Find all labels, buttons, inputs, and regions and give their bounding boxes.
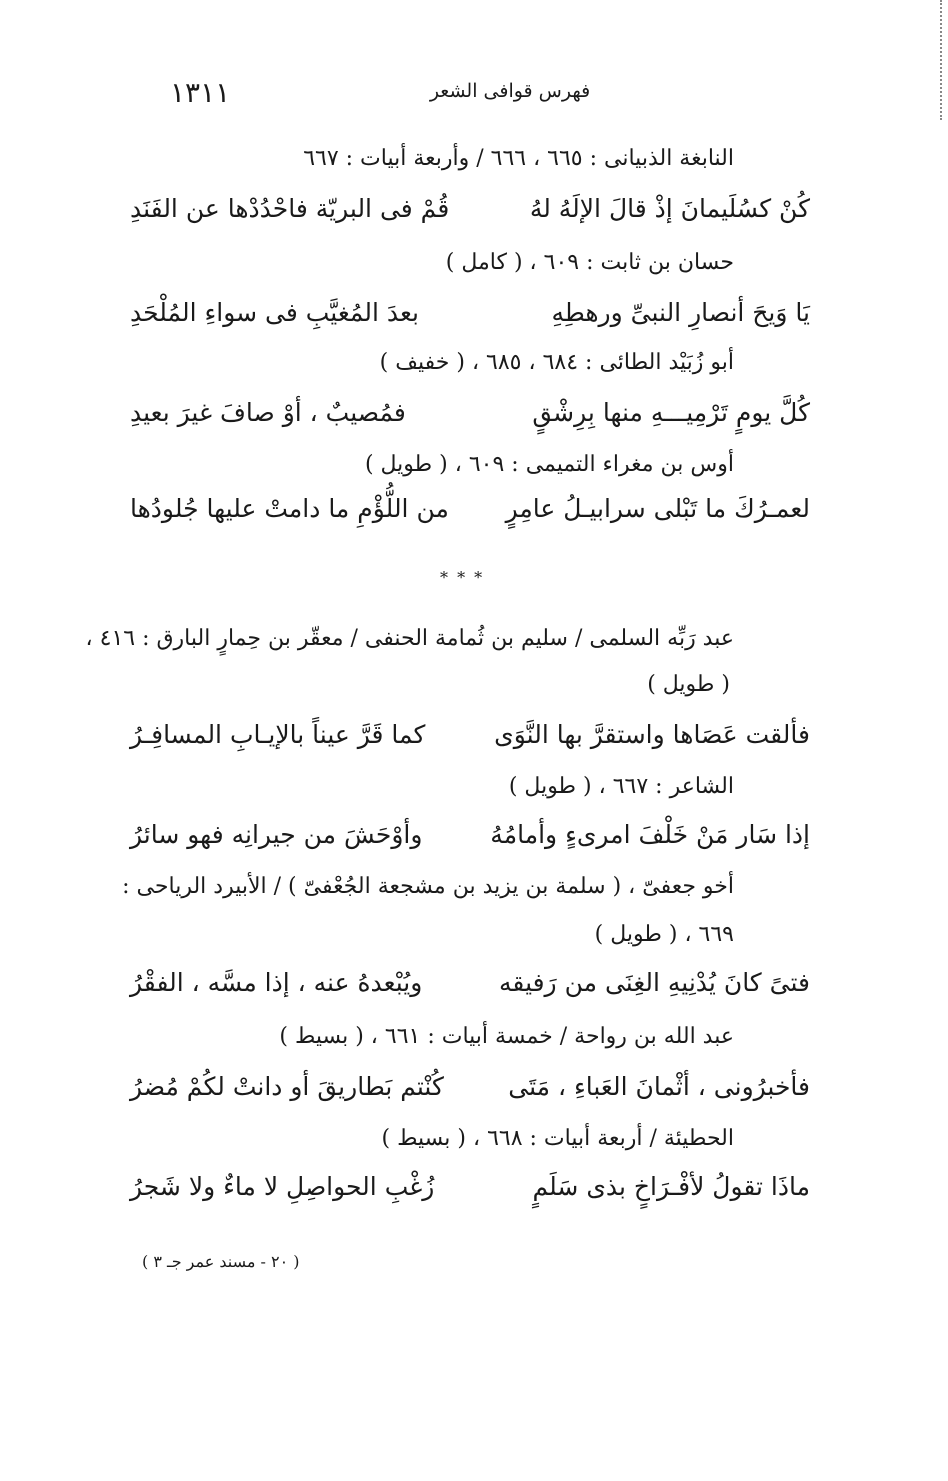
verse-second-hemistich: فمُصيبٌ ، أوْ صافَ غيرَ بعيدِ (130, 398, 406, 427)
verse-second-hemistich: بعدَ المُغيَّبِ فى سواءِ المُلْحَدِ (130, 298, 420, 327)
verse-first-hemistich: كُنْ كسُلَيمانَ إذْ قالَ الإلَهُ لهُ (529, 194, 810, 223)
verse-line (130, 398, 810, 427)
verse-first-hemistich: لعمـرُكَ ما تَبْلى سرابيـلُ عامِرٍ (505, 494, 810, 523)
running-title: فهرس قوافى الشعر (429, 80, 591, 102)
verse-line (130, 820, 810, 849)
verse-line (130, 968, 810, 997)
attribution-line: عبد الله بن رواحة / خمسة أبيات : ٦٦١ ، ( بسيط ) (279, 1024, 734, 1049)
page-header (150, 72, 810, 112)
verse-second-hemistich: ويُبْعدهُ عنه ، إذا مسَّه ، الفقْرُ (130, 968, 423, 997)
attribution-line: عبد رَبِّه السلمى / سليم بن ثُمامة الحنفى / معقّر بن حِمارٍ البارق : ٤١٦ ، (85, 626, 734, 651)
verse-second-hemistich: وأوْحَشَ من جيرانِه فهو سائرُ (130, 820, 423, 849)
verse-second-hemistich: زُغْبِ الحواصِلِ لا ماءٌ ولا شَجرُ (130, 1172, 435, 1201)
attribution-line: الشاعر : ٦٦٧ ، ( طويل ) (508, 774, 734, 799)
verse-first-hemistich: فتىً كانَ يُدْنِيهِ الغِنَى من رَفيقه (499, 968, 810, 997)
attribution-line: أبو زُبَيْد الطائى : ٦٨٤ ، ٦٨٥ ، ( خفيف ) (379, 350, 734, 375)
verse-line (130, 720, 810, 749)
verse-line (130, 494, 810, 523)
verse-line (130, 298, 810, 327)
verse-second-hemistich: كُنْتم بَطاريقَ أو دانتْ لكُمْ مُضرُ (130, 1072, 444, 1101)
verse-second-hemistich: من اللُّؤْمِ ما دامتْ عليها جُلودُها (130, 494, 449, 523)
verse-first-hemistich: إذا سَار مَنْ خَلْفَ امرىءٍ وأمامُهُ (490, 820, 810, 849)
footer-signature: ( ٢٠ - مسند عمر جـ ٣ ) (142, 1252, 300, 1271)
attribution-line: حسان بن ثابت : ٦٠٩ ، ( كامل ) (445, 250, 734, 275)
verse-line (130, 194, 810, 223)
section-separator: * * * (440, 568, 485, 587)
page-number: ١٣١١ (170, 76, 231, 109)
attribution-line: الحطيئة / أربعة أبيات : ٦٦٨ ، ( بسيط ) (381, 1126, 734, 1151)
verse-first-hemistich: كُلَّ يومٍ تَرْمِيـــهِ منها بِرِشْقٍ (532, 398, 810, 427)
verse-first-hemistich: فألقت عَصَاها واستقرَّ بها النَّوَى (494, 720, 810, 749)
verse-first-hemistich: يَا وَيحَ أنصارِ النبىِّ ورهطِهِ (551, 298, 810, 327)
verse-second-hemistich: قُمْ فى البريّة فاحْدُدْها عن الفَنَدِ (130, 194, 450, 223)
verse-first-hemistich: فأخبرُونى ، أثْمانَ العَباءِ ، مَتَى (508, 1072, 810, 1101)
attribution-line: ( طويل ) (647, 672, 730, 697)
attribution-line: أخو جعفىّ ، ( سلمة بن يزيد بن مشجعة الجُعْفىّ ) / الأبيرد الرياحى : (122, 874, 734, 899)
attribution-line: النابغة الذبيانى : ٦٦٥ ، ٦٦٦ / وأربعة أبيات : ٦٦٧ (303, 146, 734, 171)
verse-line (130, 1072, 810, 1101)
attribution-line: أوس بن مغراء التميمى : ٦٠٩ ، ( طويل ) (364, 452, 734, 477)
verse-first-hemistich: ماذَا تقولُ لأفْـرَاخٍ بذى سَلَمٍ (532, 1172, 810, 1201)
verse-second-hemistich: كما قَرَّ عيناً بالإيـابِ المسافِـرُ (130, 720, 426, 749)
attribution-line: ٦٦٩ ، ( طويل ) (594, 922, 734, 947)
edge-rule (938, 0, 942, 120)
verse-line (130, 1172, 810, 1201)
